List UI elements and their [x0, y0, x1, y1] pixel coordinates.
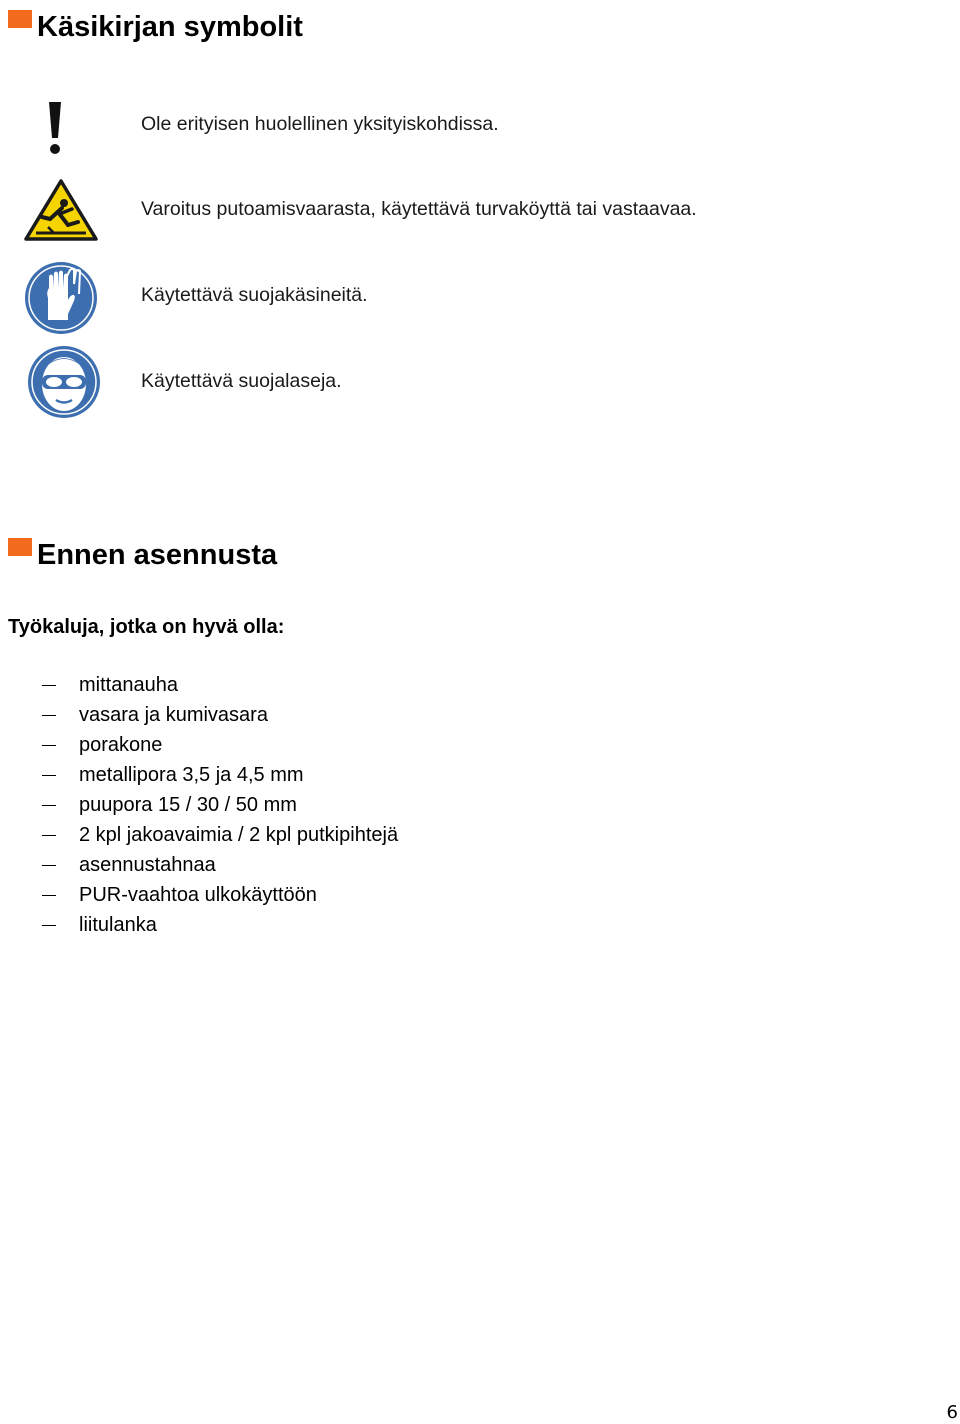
tool-label: porakone — [79, 734, 163, 756]
heading-marker — [8, 538, 32, 556]
fall-hazard-warning-icon — [22, 173, 102, 253]
tool-label: 2 kpl jakoavaimia / 2 kpl putkipihtejä — [79, 824, 399, 846]
tool-label: asennustahnaa — [79, 854, 216, 876]
section-title: Käsikirjan symbolit — [37, 11, 303, 43]
page-number: 6 — [946, 1402, 958, 1423]
dash-bullet — [42, 775, 56, 776]
symbol-text: Käytettävä suojakäsineitä. — [141, 284, 368, 306]
dash-bullet — [42, 925, 56, 926]
symbol-row-fall-hazard — [0, 173, 960, 253]
section-heading-before-install — [8, 534, 277, 574]
tool-label: liitulanka — [79, 914, 157, 936]
dash-bullet — [42, 835, 56, 836]
symbol-text: Ole erityisen huolellinen yksityiskohdissa. — [141, 113, 499, 135]
exclamation-icon — [22, 88, 102, 168]
dash-bullet — [42, 745, 56, 746]
tool-label: PUR-vaahtoa ulkokäyttöön — [79, 884, 317, 906]
tool-label: vasara ja kumivasara — [79, 704, 268, 726]
section-heading-symbols — [8, 6, 303, 46]
dash-bullet — [42, 865, 56, 866]
dash-bullet — [42, 685, 56, 686]
symbol-text: Käytettävä suojalaseja. — [141, 370, 342, 392]
protective-gloves-icon — [22, 258, 102, 338]
heading-marker — [8, 10, 32, 28]
dash-bullet — [42, 805, 56, 806]
symbol-row-goggles — [0, 342, 960, 422]
safety-goggles-icon — [22, 342, 102, 422]
tool-label: metallipora 3,5 ja 4,5 mm — [79, 764, 304, 786]
tool-label: mittanauha — [79, 674, 178, 696]
symbol-row-details — [0, 88, 960, 168]
section-title: Ennen asennusta — [37, 539, 278, 571]
tool-label: puupora 15 / 30 / 50 mm — [79, 794, 297, 816]
symbol-row-gloves — [0, 258, 960, 338]
symbol-text: Varoitus putoamisvaarasta, käytettävä turvaköyttä tai vastaavaa. — [141, 198, 697, 220]
tools-subheading: Työkaluja, jotka on hyvä olla: — [8, 616, 285, 638]
dash-bullet — [42, 895, 56, 896]
dash-bullet — [42, 715, 56, 716]
